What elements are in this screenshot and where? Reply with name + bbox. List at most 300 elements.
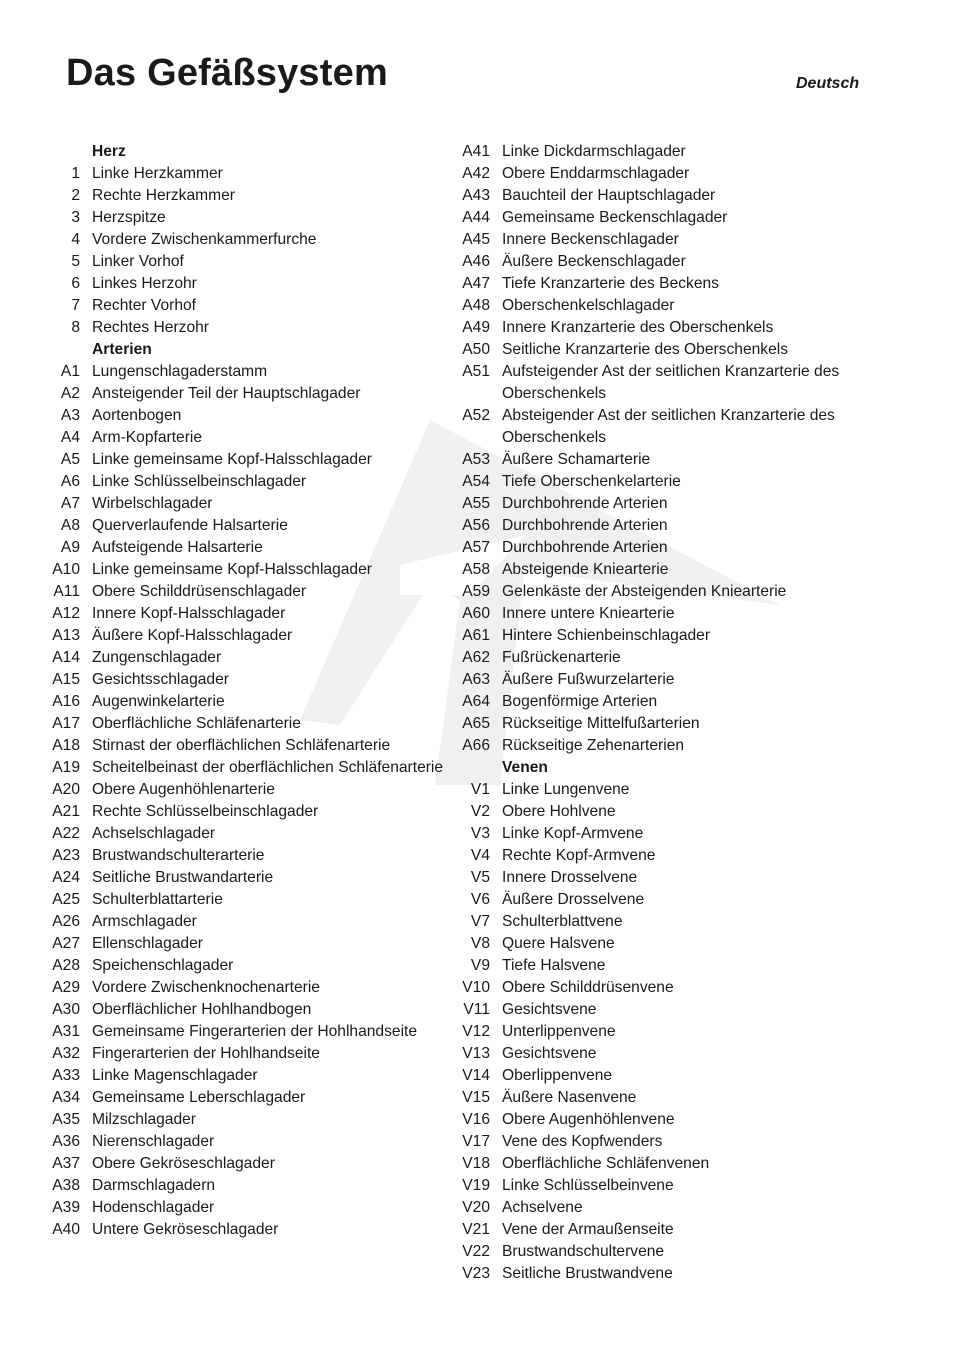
list-item xyxy=(40,317,450,339)
item-label: Gesichtsschlagader xyxy=(92,671,229,688)
item-number: A29 xyxy=(52,979,80,996)
list-item xyxy=(40,471,450,493)
item-label: Ansteigender Teil der Hauptschlagader xyxy=(92,385,361,402)
item-label: Linke Schlüsselbeinvene xyxy=(502,1177,674,1194)
item-number: A16 xyxy=(52,693,80,710)
item-number: V10 xyxy=(462,979,490,996)
item-number: A2 xyxy=(60,385,80,402)
item-number: A65 xyxy=(462,715,490,732)
list-item xyxy=(450,1109,870,1131)
item-number: V22 xyxy=(462,1243,490,1260)
list-item xyxy=(40,999,450,1021)
item-number: 7 xyxy=(71,297,80,314)
item-label: Oberflächliche Schläfenarterie xyxy=(92,715,301,732)
list-item xyxy=(40,779,450,801)
item-label: Rechter Vorhof xyxy=(92,297,197,314)
item-label: Vene des Kopfwenders xyxy=(502,1133,663,1150)
list-item xyxy=(40,933,450,955)
item-number: 8 xyxy=(71,319,80,336)
item-label: Äußere Schamarterie xyxy=(502,451,651,468)
section-heading-row xyxy=(40,141,450,163)
item-label: Innere Beckenschlagader xyxy=(502,231,679,248)
list-item xyxy=(450,1153,870,1175)
list-item xyxy=(40,1131,450,1153)
item-label: Tiefe Halsvene xyxy=(502,957,606,974)
item-label: Untere Gekröseschlagader xyxy=(92,1221,279,1238)
list-item xyxy=(450,977,870,999)
item-number: A30 xyxy=(52,1001,80,1018)
item-label: Rechte Herzkammer xyxy=(92,187,235,204)
item-label: Absteigende Kniearterie xyxy=(502,561,669,578)
list-item xyxy=(450,361,870,405)
item-label: Gemeinsame Fingerarterien der Hohlhandseite xyxy=(92,1023,418,1040)
list-item xyxy=(40,229,450,251)
list-item xyxy=(40,1109,450,1131)
list-item xyxy=(40,691,450,713)
item-label: Linke gemeinsame Kopf-Halsschlagader xyxy=(92,451,372,468)
item-number: A47 xyxy=(462,275,490,292)
item-number: A35 xyxy=(52,1111,80,1128)
section-heading: Herz xyxy=(92,143,126,160)
item-label: Rückseitige Zehenarterien xyxy=(502,737,685,754)
item-label: Bogenförmige Arterien xyxy=(502,693,658,710)
item-number: A23 xyxy=(52,847,80,864)
item-number: V17 xyxy=(462,1133,490,1150)
item-number: A5 xyxy=(60,451,80,468)
item-number: A51 xyxy=(462,363,490,380)
item-number: A17 xyxy=(52,715,80,732)
list-item xyxy=(450,713,870,735)
list-item xyxy=(40,647,450,669)
item-number: V8 xyxy=(470,935,490,952)
item-label: Rechtes Herzohr xyxy=(92,319,209,336)
item-label: Linker Vorhof xyxy=(92,253,184,270)
item-label: Hintere Schienbeinschlagader xyxy=(502,627,711,644)
item-number: A32 xyxy=(52,1045,80,1062)
item-label: Äußere Fußwurzelarterie xyxy=(502,671,675,688)
list-item xyxy=(40,1175,450,1197)
item-number: A44 xyxy=(462,209,490,226)
item-number: V21 xyxy=(462,1221,490,1238)
list-item xyxy=(450,669,870,691)
item-label: Gesichtsvene xyxy=(502,1001,597,1018)
item-number: A54 xyxy=(462,473,490,490)
item-label: Äußere Drosselvene xyxy=(502,891,645,908)
item-label: Brustwandschulterarterie xyxy=(92,847,265,864)
list-item xyxy=(450,625,870,647)
list-item xyxy=(40,801,450,823)
list-item xyxy=(450,295,870,317)
list-item xyxy=(40,405,450,427)
item-number: 3 xyxy=(71,209,80,226)
item-number: A56 xyxy=(462,517,490,534)
item-number: 6 xyxy=(71,275,80,292)
item-label: Oberschenkelschlagader xyxy=(502,297,675,314)
item-number: A12 xyxy=(52,605,80,622)
item-number: A28 xyxy=(52,957,80,974)
item-number: A38 xyxy=(52,1177,80,1194)
item-label: Rückseitige Mittelfußarterien xyxy=(502,715,700,732)
item-label: Rechte Schlüsselbeinschlagader xyxy=(92,803,319,820)
item-number: V6 xyxy=(470,891,490,908)
item-label: Vene der Armaußenseite xyxy=(502,1221,674,1238)
item-label: Innere Drosselvene xyxy=(502,869,638,886)
item-label: Obere Gekröseschlagader xyxy=(92,1155,275,1172)
item-number: A57 xyxy=(462,539,490,556)
item-number: A26 xyxy=(52,913,80,930)
item-label: Äußere Beckenschlagader xyxy=(502,253,686,270)
list-item xyxy=(40,845,450,867)
right-column-list xyxy=(450,141,870,1285)
item-label: Linke Dickdarmschlagader xyxy=(502,143,686,160)
item-label: Linke gemeinsame Kopf-Halsschlagader xyxy=(92,561,372,578)
item-label: Gelenkäste der Absteigenden Kniearterie xyxy=(502,583,787,600)
list-item xyxy=(450,735,870,757)
item-label: Lungenschlagaderstamm xyxy=(92,363,268,380)
item-number: A25 xyxy=(52,891,80,908)
item-number: A3 xyxy=(60,407,80,424)
list-item xyxy=(40,1021,450,1043)
item-number: V18 xyxy=(462,1155,490,1172)
item-number: V15 xyxy=(462,1089,490,1106)
item-number: A66 xyxy=(462,737,490,754)
item-label: Aortenbogen xyxy=(92,407,182,424)
item-number: A33 xyxy=(52,1067,80,1084)
item-number: A18 xyxy=(52,737,80,754)
list-item xyxy=(40,889,450,911)
section-heading: Venen xyxy=(502,759,548,776)
item-number: V11 xyxy=(463,1001,490,1018)
item-label: Obere Hohlvene xyxy=(502,803,616,820)
list-item xyxy=(450,999,870,1021)
list-item xyxy=(40,911,450,933)
item-number: A27 xyxy=(52,935,80,952)
item-label: Linke Herzkammer xyxy=(92,165,223,182)
item-label: Gemeinsame Leberschlagader xyxy=(92,1089,306,1106)
left-column-list xyxy=(40,141,450,1241)
item-label: Schulterblattarterie xyxy=(92,891,223,908)
item-label: Aufsteigender Ast der seitlichen Kranzarterie des Oberschenkels xyxy=(502,363,840,402)
item-number: A48 xyxy=(462,297,490,314)
item-number: A43 xyxy=(462,187,490,204)
list-item xyxy=(40,383,450,405)
list-item xyxy=(450,823,870,845)
item-number: A10 xyxy=(52,561,80,578)
item-label: Linke Kopf-Armvene xyxy=(502,825,644,842)
list-item xyxy=(450,559,870,581)
item-label: Brustwandschultervene xyxy=(502,1243,665,1260)
list-item xyxy=(450,603,870,625)
list-item xyxy=(450,1087,870,1109)
list-item xyxy=(450,449,870,471)
list-item xyxy=(450,185,870,207)
item-label: Ellenschlagader xyxy=(92,935,203,952)
list-item xyxy=(40,493,450,515)
item-label: Hodenschlagader xyxy=(92,1199,215,1216)
item-label: Wirbelschlagader xyxy=(92,495,213,512)
list-item xyxy=(450,955,870,977)
item-number: V16 xyxy=(462,1111,490,1128)
list-item xyxy=(40,603,450,625)
list-item xyxy=(40,427,450,449)
item-label: Scheitelbeinast der oberflächlichen Schläfenarterie xyxy=(92,759,444,776)
list-item xyxy=(450,515,870,537)
item-number: A61 xyxy=(462,627,490,644)
item-number: A41 xyxy=(462,143,490,160)
list-item xyxy=(450,1197,870,1219)
list-item xyxy=(40,163,450,185)
item-number: A39 xyxy=(52,1199,80,1216)
item-label: Oberlippenvene xyxy=(502,1067,613,1084)
item-label: Vordere Zwischenkammerfurche xyxy=(92,231,317,248)
item-number: A42 xyxy=(462,165,490,182)
item-label: Bauchteil der Hauptschlagader xyxy=(502,187,716,204)
item-label: Seitliche Kranzarterie des Oberschenkels xyxy=(502,341,789,358)
item-label: Aufsteigende Halsarterie xyxy=(92,539,263,556)
list-item xyxy=(40,1153,450,1175)
list-item xyxy=(450,317,870,339)
page-title: Das Gefäßsystem xyxy=(66,52,388,94)
item-number: A11 xyxy=(53,583,80,600)
item-number: A63 xyxy=(462,671,490,688)
list-item xyxy=(450,405,870,449)
item-number: A55 xyxy=(462,495,490,512)
item-label: Oberflächlicher Hohlhandbogen xyxy=(92,1001,312,1018)
item-label: Schulterblattvene xyxy=(502,913,623,930)
item-label: Gemeinsame Beckenschlagader xyxy=(502,209,728,226)
list-item xyxy=(40,1197,450,1219)
item-label: Linke Lungenvene xyxy=(502,781,630,798)
item-number: A49 xyxy=(462,319,490,336)
item-number: A24 xyxy=(52,869,80,886)
item-number: A31 xyxy=(52,1023,80,1040)
item-label: Innere Kopf-Halsschlagader xyxy=(92,605,286,622)
list-item xyxy=(450,493,870,515)
list-item xyxy=(450,141,870,163)
item-label: Obere Augenhöhlenvene xyxy=(502,1111,675,1128)
item-number: A22 xyxy=(52,825,80,842)
list-item xyxy=(450,889,870,911)
item-number: V20 xyxy=(462,1199,490,1216)
item-number: A36 xyxy=(52,1133,80,1150)
list-item xyxy=(450,273,870,295)
list-item xyxy=(450,207,870,229)
list-item xyxy=(40,449,450,471)
list-item xyxy=(40,867,450,889)
item-number: V14 xyxy=(462,1067,490,1084)
item-number: A64 xyxy=(462,693,490,710)
item-label: Durchbohrende Arterien xyxy=(502,539,668,556)
list-item xyxy=(450,1175,870,1197)
list-item xyxy=(40,823,450,845)
item-label: Fußrückenarterie xyxy=(502,649,621,666)
list-item xyxy=(450,801,870,823)
item-number: A9 xyxy=(60,539,80,556)
item-number: 5 xyxy=(71,253,80,270)
item-label: Obere Schilddrüsenschlagader xyxy=(92,583,307,600)
item-number: A45 xyxy=(462,231,490,248)
list-item xyxy=(450,779,870,801)
item-label: Milzschlagader xyxy=(92,1111,197,1128)
list-item xyxy=(40,251,450,273)
list-item xyxy=(40,361,450,383)
list-item xyxy=(450,163,870,185)
item-number: V23 xyxy=(462,1265,490,1282)
list-item xyxy=(40,273,450,295)
language-label: Deutsch xyxy=(796,75,860,92)
item-label: Oberflächliche Schläfenvenen xyxy=(502,1155,710,1172)
list-item xyxy=(450,845,870,867)
list-item xyxy=(450,1021,870,1043)
item-number: A21 xyxy=(52,803,80,820)
item-label: Armschlagader xyxy=(92,913,197,930)
item-number: A60 xyxy=(462,605,490,622)
list-item xyxy=(450,581,870,603)
item-label: Linke Schlüsselbeinschlagader xyxy=(92,473,307,490)
list-item xyxy=(40,1065,450,1087)
list-item xyxy=(40,1219,450,1241)
item-number: A34 xyxy=(52,1089,80,1106)
item-label: Obere Schilddrüsenvene xyxy=(502,979,674,996)
item-number: A6 xyxy=(60,473,80,490)
item-label: Äußere Nasenvene xyxy=(502,1089,637,1106)
item-label: Augenwinkelarterie xyxy=(92,693,225,710)
list-item xyxy=(40,713,450,735)
item-label: Stirnast der oberflächlichen Schläfenarterie xyxy=(92,737,391,754)
section-heading: Arterien xyxy=(92,341,152,358)
item-label: Seitliche Brustwandarterie xyxy=(92,869,274,886)
list-item xyxy=(40,559,450,581)
list-item xyxy=(450,1131,870,1153)
list-item xyxy=(40,625,450,647)
list-item xyxy=(450,911,870,933)
item-number: A14 xyxy=(52,649,80,666)
item-number: A52 xyxy=(462,407,490,424)
item-number: V1 xyxy=(470,781,490,798)
item-label: Arm-Kopfarterie xyxy=(92,429,203,446)
item-number: V13 xyxy=(462,1045,490,1062)
item-number: A46 xyxy=(462,253,490,270)
item-number: A4 xyxy=(60,429,80,446)
list-item xyxy=(40,537,450,559)
list-item xyxy=(40,207,450,229)
item-number: A15 xyxy=(52,671,80,688)
list-item xyxy=(40,735,450,757)
item-label: Innere untere Kniearterie xyxy=(502,605,675,622)
item-label: Querverlaufende Halsarterie xyxy=(92,517,288,534)
list-item xyxy=(450,339,870,361)
item-number: V12 xyxy=(462,1023,490,1040)
list-item xyxy=(40,669,450,691)
item-number: V5 xyxy=(470,869,490,886)
item-label: Herzspitze xyxy=(92,209,166,226)
list-item xyxy=(40,581,450,603)
item-label: Absteigender Ast der seitlichen Kranzarterie des Oberschenkels xyxy=(502,407,835,446)
item-label: Durchbohrende Arterien xyxy=(502,517,668,534)
item-label: Obere Augenhöhlenarterie xyxy=(92,781,275,798)
item-number: A50 xyxy=(462,341,490,358)
item-number: A59 xyxy=(462,583,490,600)
item-label: Tiefe Oberschenkelarterie xyxy=(502,473,681,490)
item-number: 2 xyxy=(71,187,80,204)
item-number: V7 xyxy=(470,913,490,930)
item-number: A1 xyxy=(60,363,80,380)
item-number: A40 xyxy=(52,1221,80,1238)
list-item xyxy=(450,537,870,559)
item-label: Zungenschlagader xyxy=(92,649,222,666)
item-number: 4 xyxy=(71,231,80,248)
list-item xyxy=(450,1263,870,1285)
item-label: Fingerarterien der Hohlhandseite xyxy=(92,1045,320,1062)
item-number: A37 xyxy=(52,1155,80,1172)
list-item xyxy=(40,1087,450,1109)
item-number: A62 xyxy=(462,649,490,666)
item-label: Linkes Herzohr xyxy=(92,275,197,292)
list-item xyxy=(40,515,450,537)
item-label: Durchbohrende Arterien xyxy=(502,495,668,512)
list-item xyxy=(40,1043,450,1065)
item-number: V19 xyxy=(462,1177,490,1194)
list-item xyxy=(450,1043,870,1065)
item-label: Linke Magenschlagader xyxy=(92,1067,258,1084)
list-item xyxy=(450,1241,870,1263)
item-number: A58 xyxy=(462,561,490,578)
item-number: V9 xyxy=(470,957,490,974)
item-number: A53 xyxy=(462,451,490,468)
section-heading-row xyxy=(450,757,870,779)
item-number: V4 xyxy=(470,847,490,864)
item-label: Innere Kranzarterie des Oberschenkels xyxy=(502,319,774,336)
item-label: Quere Halsvene xyxy=(502,935,615,952)
list-item xyxy=(450,229,870,251)
item-number: 1 xyxy=(71,165,80,182)
list-item xyxy=(40,955,450,977)
list-item xyxy=(450,1219,870,1241)
item-number: A20 xyxy=(52,781,80,798)
item-label: Speichenschlagader xyxy=(92,957,234,974)
item-label: Obere Enddarmschlagader xyxy=(502,165,690,182)
section-heading-row xyxy=(40,339,450,361)
list-item xyxy=(450,647,870,669)
item-label: Nierenschlagader xyxy=(92,1133,215,1150)
list-item xyxy=(40,757,450,779)
item-number: A19 xyxy=(52,759,80,776)
item-number: A8 xyxy=(60,517,80,534)
item-label: Darmschlagadern xyxy=(92,1177,216,1194)
item-number: V3 xyxy=(470,825,490,842)
item-label: Seitliche Brustwandvene xyxy=(502,1265,673,1282)
item-label: Tiefe Kranzarterie des Beckens xyxy=(502,275,719,292)
list-item xyxy=(40,977,450,999)
item-label: Unterlippenvene xyxy=(502,1023,616,1040)
list-item xyxy=(450,251,870,273)
list-item xyxy=(450,867,870,889)
item-label: Äußere Kopf-Halsschlagader xyxy=(92,627,293,644)
list-item xyxy=(450,471,870,493)
list-item xyxy=(40,185,450,207)
list-item xyxy=(450,933,870,955)
item-number: A13 xyxy=(52,627,80,644)
item-label: Vordere Zwischenknochenarterie xyxy=(92,979,320,996)
item-number: V2 xyxy=(470,803,490,820)
item-number: A7 xyxy=(60,495,80,512)
item-label: Achselvene xyxy=(502,1199,583,1216)
list-item xyxy=(450,1065,870,1087)
item-label: Gesichtsvene xyxy=(502,1045,597,1062)
list-item xyxy=(40,295,450,317)
item-label: Rechte Kopf-Armvene xyxy=(502,847,656,864)
list-item xyxy=(450,691,870,713)
